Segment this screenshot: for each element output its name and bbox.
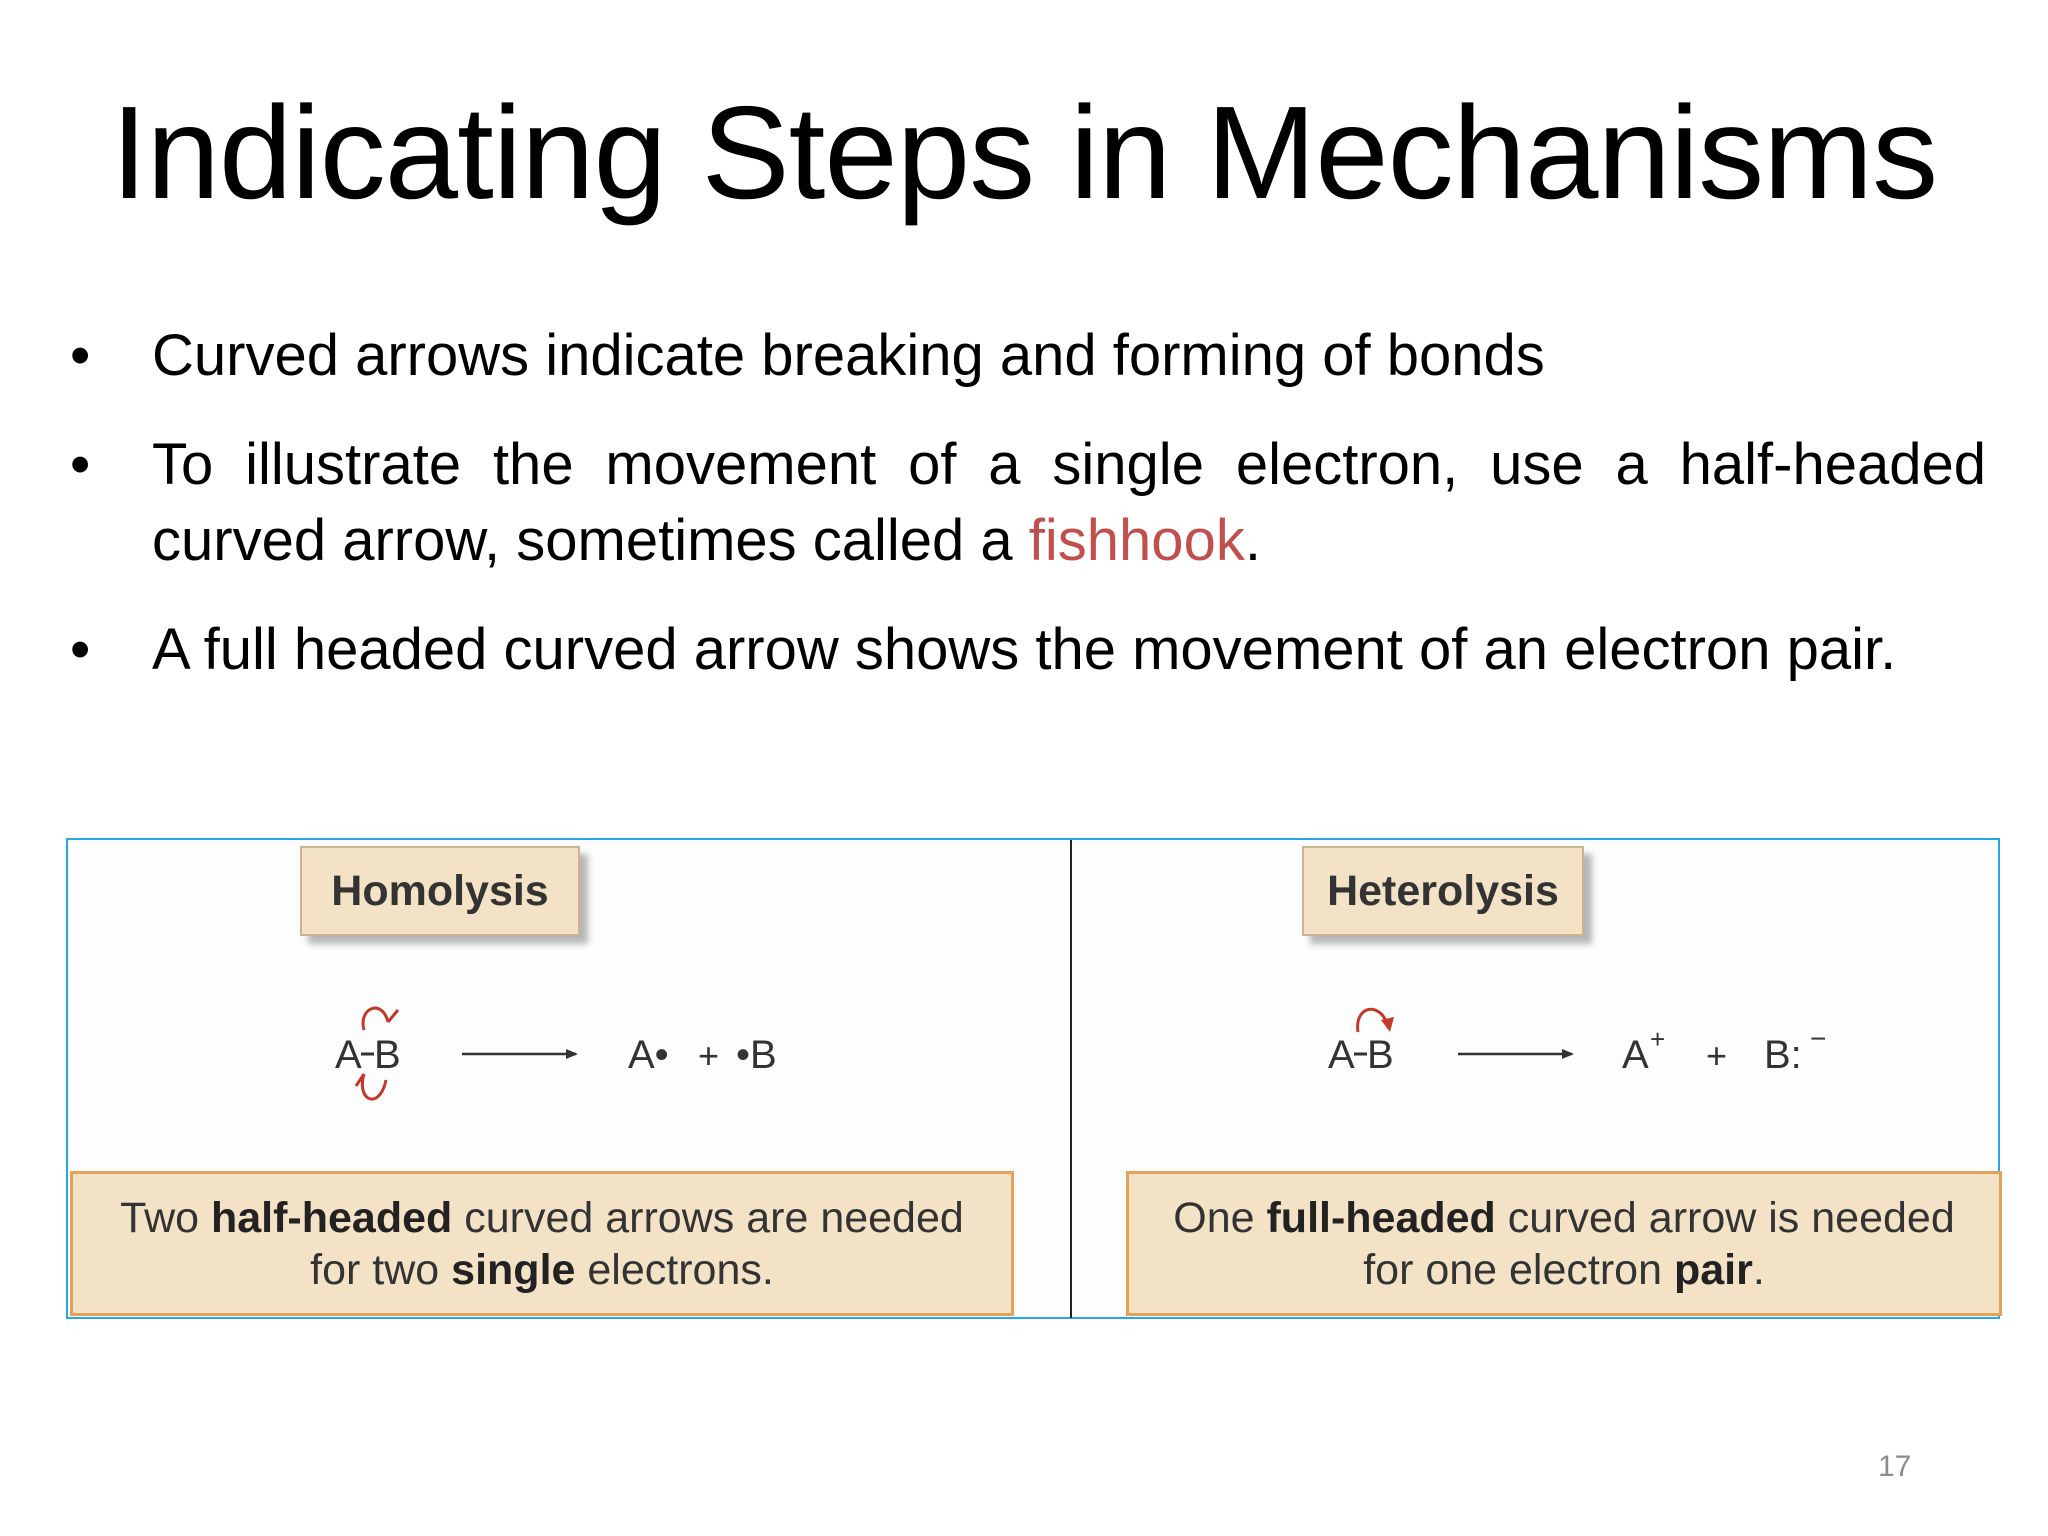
fishhook-arrow-up xyxy=(363,1008,388,1030)
reactant-a: A xyxy=(1328,1033,1355,1077)
bullet-text-part: To illustrate the movement of a single electron, use a half-headed curved arrow, sometimes called a xyxy=(152,432,1986,573)
bullet-text: Curved arrows indicate breaking and forming of bonds xyxy=(152,323,1545,388)
bullet-marker: • xyxy=(70,432,91,497)
bullet-item xyxy=(70,427,1986,579)
caption-text: Two xyxy=(120,1193,211,1242)
caption-text: . xyxy=(1752,1245,1765,1294)
caption-emphasis: single xyxy=(451,1245,576,1294)
bond-cleavage-figure xyxy=(66,838,2000,1319)
bullet-text: A full headed curved arrow shows the movement of an electron pair. xyxy=(152,617,1897,682)
reactant-b: B xyxy=(374,1033,401,1077)
bullet-item xyxy=(70,318,1986,394)
caption-text: for one electron xyxy=(1363,1245,1674,1294)
caption-text: curved arrow is needed xyxy=(1495,1193,1955,1242)
caption-line xyxy=(1129,1192,1999,1244)
caption-emphasis: full-headed xyxy=(1266,1193,1496,1242)
slide-title: Indicating Steps in Mechanisms xyxy=(110,79,1938,226)
caption-text: One xyxy=(1173,1193,1267,1242)
caption-line xyxy=(73,1192,1011,1244)
bullet-marker: • xyxy=(70,323,91,388)
caption-line xyxy=(1129,1244,1999,1296)
product-a: A xyxy=(1622,1033,1649,1077)
plus-sign: + xyxy=(698,1035,720,1076)
heterolysis-caption xyxy=(1126,1171,2002,1316)
arrowhead-icon xyxy=(1381,1017,1394,1032)
product-a: A• xyxy=(628,1033,669,1077)
page-number: 17 xyxy=(1878,1450,1912,1483)
reactant-b: B xyxy=(1367,1033,1394,1077)
homolysis-caption xyxy=(70,1171,1014,1316)
bullet-list xyxy=(70,318,1986,721)
caption-line xyxy=(73,1244,1011,1296)
caption-text: for two xyxy=(310,1245,452,1294)
bullet-item xyxy=(70,612,1986,688)
homolysis-label: Homolysis xyxy=(300,846,580,936)
caption-emphasis: half-headed xyxy=(210,1193,453,1242)
plus-sign: + xyxy=(1706,1035,1728,1076)
reactant-a: A xyxy=(335,1033,362,1077)
bullet-text xyxy=(152,427,1986,579)
product-b: B: xyxy=(1764,1033,1802,1077)
fishhook-barb xyxy=(388,1010,398,1022)
heterolysis-equation xyxy=(1328,1009,1826,1077)
caption-emphasis: pair xyxy=(1673,1245,1753,1294)
bullet-marker: • xyxy=(70,617,91,682)
bullet-text-part: . xyxy=(1244,508,1261,573)
fishhook-arrow-down xyxy=(362,1074,386,1099)
caption-text: curved arrows are needed xyxy=(452,1193,964,1242)
caption-text: electrons. xyxy=(575,1245,774,1294)
highlight-term: fishhook xyxy=(1028,508,1245,573)
charge-positive: + xyxy=(1650,1024,1666,1054)
homolysis-equation xyxy=(335,1008,777,1099)
product-b: •B xyxy=(736,1033,777,1077)
heterolysis-label: Heterolysis xyxy=(1302,846,1584,936)
charge-negative: − xyxy=(1810,1023,1827,1054)
